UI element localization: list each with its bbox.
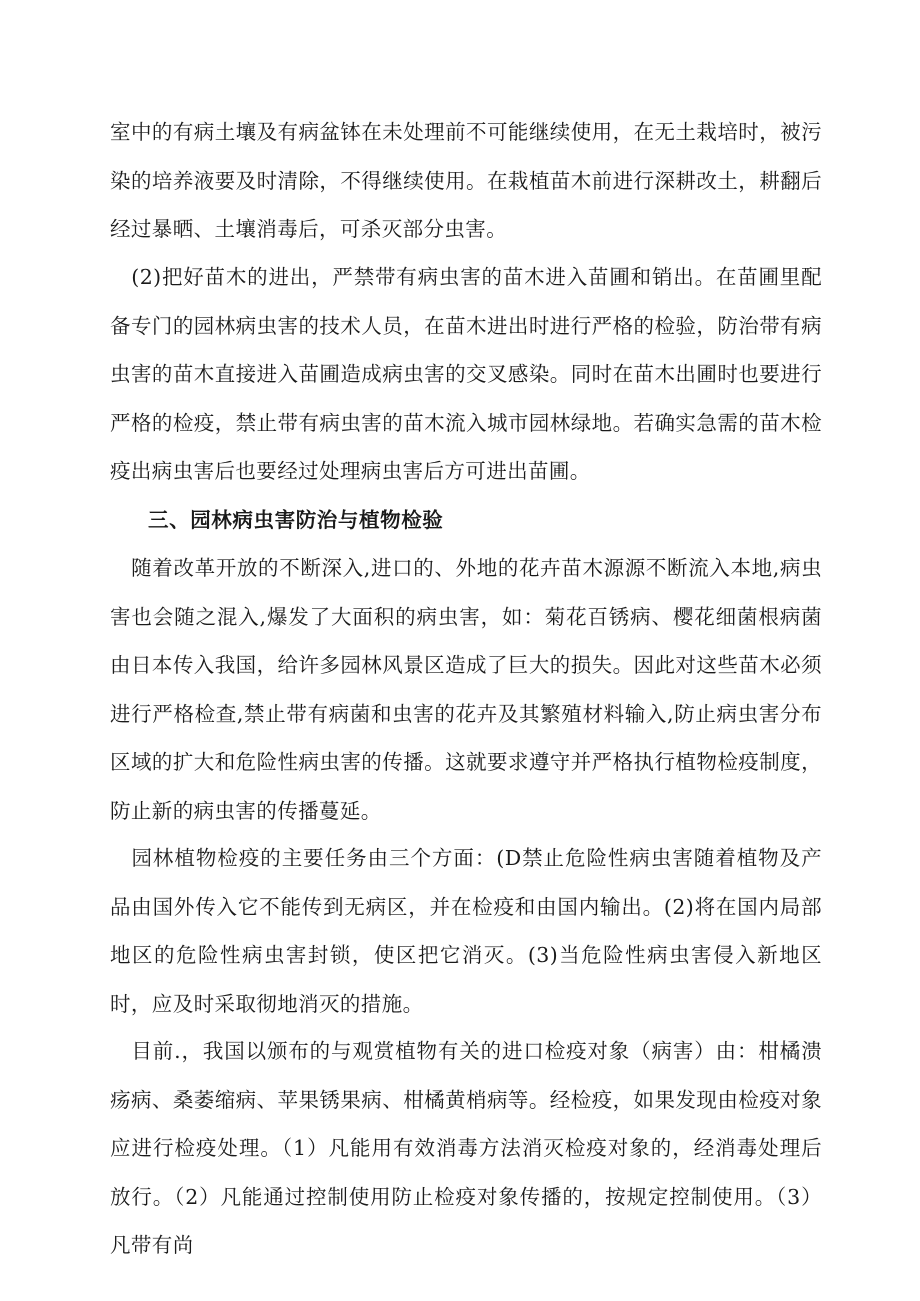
paragraph-soil-treatment: 室中的有病土壤及有病盆钵在未处理前不可能继续使用，在无土栽培时，被污染的培养液要及时清除，不得继续使用。在栽植苗木前进行深耕改土，耕翻后经过暴晒、土壤消毒后，可杀灭部分虫害。 (110, 120, 822, 241)
paragraph-import-risk: 随着改革开放的不断深入,进口的、外地的花卉苗木源源不断流入本地,病虫害也会随之混入,爆发了大面积的病虫害，如：菊花百锈病、樱花细菌根病菌由日本传入我国，给许多园林风景区造成了巨大的损失。因此对这些苗木必须进行严格检查,禁止带有病菌和虫害的花卉及其繁殖材料输入,防止病虫害分布区域的扩大和危险性病虫害的传播。这就要求遵守并严格执行植物检疫制度，防止新的病虫害的传播蔓延。 (110, 556, 822, 823)
paragraph-quarantine-objects: 目前.，我国以颁布的与观赏植物有关的进口检疫对象（病害）由：柑橘溃疡病、桑萎缩病、苹果锈果病、柑橘黄梢病等。经检疫，如果发现由检疫对象应进行检疫处理。（1）凡能用有效消毒方法消灭检疫对象的，经消毒处理后放行。（2）凡能通过控制使用防止检疫对象传播的，按规定控制使用。（3）凡带有尚 (110, 1039, 822, 1257)
paragraph-quarantine-tasks: 园林植物检疫的主要任务由三个方面：(D禁止危险性病虫害随着植物及产品由国外传入它不能传到无病区，并在检疫和由国内输出。(2)将在国内局部地区的危险性病虫害封锁，使区把它消灭。(3)当危险性病虫害侵入新地区时，应及时采取彻地消灭的措施。 (110, 846, 822, 1016)
paragraph-seedling-control: (2)把好苗木的进出，严禁带有病虫害的苗木进入苗圃和销出。在苗圃里配备专门的园林病虫害的技术人员，在苗木进出时进行严格的检验，防治带有病虫害的苗木直接进入苗圃造成病虫害的交叉感染。同时在苗木出圃时也要进行严格的检疫，禁止带有病虫害的苗木流入城市园林绿地。若确实急需的苗木检疫出病虫害后也要经过处理病虫害后方可进出苗圃。 (110, 265, 822, 483)
section-heading-plant-quarantine: 三、园林病虫害防治与植物检验 (148, 508, 444, 532)
